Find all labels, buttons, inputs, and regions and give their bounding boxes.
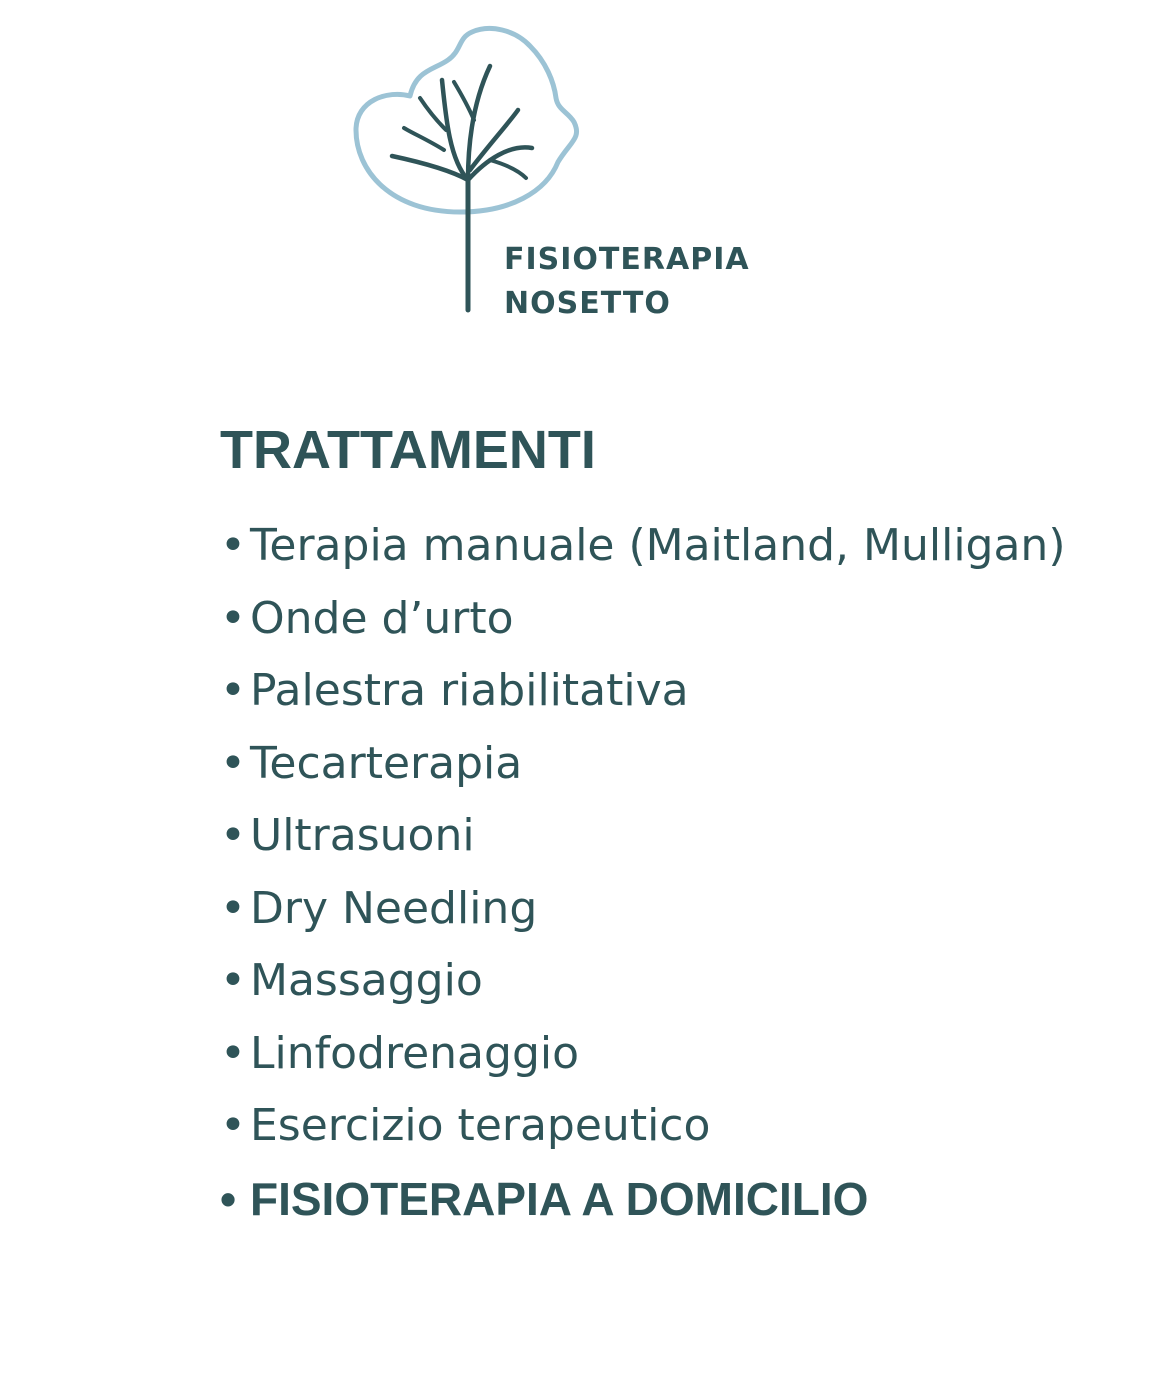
bullet: • xyxy=(220,882,246,934)
list-item xyxy=(220,945,1120,1018)
list-item xyxy=(220,1018,1120,1091)
list-item-label: FISIOTERAPIA A DOMICILIO xyxy=(250,1172,869,1225)
list-item-label: Linfodrenaggio xyxy=(250,1027,580,1079)
bullet: • xyxy=(220,955,246,1006)
list-item-label: Massaggio xyxy=(250,955,483,1006)
bullet: • xyxy=(220,1172,237,1225)
list-item xyxy=(220,510,1120,583)
list-item-highlight xyxy=(220,1163,1120,1236)
bullet: • xyxy=(220,592,246,644)
list-item-label: Ultrasuoni xyxy=(250,810,475,861)
bullet: • xyxy=(220,1100,246,1151)
bullet: • xyxy=(220,665,246,716)
list-item-label: Dry Needling xyxy=(250,882,538,934)
brand-name xyxy=(504,238,750,326)
brand-line-1: FISIOTERAPIA xyxy=(504,242,750,277)
bullet: • xyxy=(220,737,246,789)
list-item xyxy=(220,800,1120,873)
bullet: • xyxy=(220,520,246,571)
logo xyxy=(350,20,790,320)
list-item xyxy=(220,1090,1120,1163)
list-item-label: Terapia manuale (Maitland, Mulligan) xyxy=(250,520,1066,571)
list-item xyxy=(220,655,1120,728)
bullet: • xyxy=(220,1027,246,1079)
treatments-list xyxy=(220,510,1120,1235)
list-item-label: Onde d’urto xyxy=(250,592,514,644)
bullet: • xyxy=(220,810,246,861)
list-item-label: Esercizio terapeutico xyxy=(250,1100,711,1151)
treatments-section xyxy=(220,418,1120,1235)
list-item-label: Tecarterapia xyxy=(250,737,523,789)
list-item-label: Palestra riabilitativa xyxy=(250,665,689,716)
list-item xyxy=(220,583,1120,656)
list-item xyxy=(220,873,1120,946)
brand-line-2: NOSETTO xyxy=(504,286,671,321)
list-item xyxy=(220,728,1120,801)
section-title: TRATTAMENTI xyxy=(220,420,596,480)
